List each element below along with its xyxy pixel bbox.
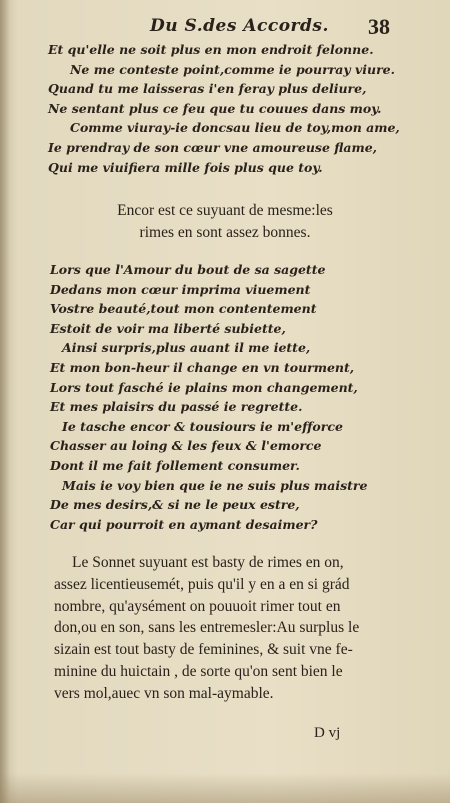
prose-line: don,ou en son, sans les entremesler:Au surplus le xyxy=(54,619,360,637)
gutter-shadow xyxy=(0,0,10,803)
verse-line: Car qui pourroit en aymant desaimer? xyxy=(50,516,318,532)
verse-line: Et qu'elle ne soit plus en mon endroit felonne. xyxy=(48,42,374,57)
prose-line: sizain est tout basty de feminines, & suit vne fe- xyxy=(54,641,353,659)
verse-line: Ie tasche encor & tousiours ie m'efforce xyxy=(62,418,343,434)
verse-line: Quand tu me laisseras i'en feray plus deliure, xyxy=(48,81,367,97)
verse-line: Comme viuray-ie doncsau lieu de toy,mon ame, xyxy=(70,120,400,136)
verse-line: Dedans mon cœur imprima viuement xyxy=(50,281,311,297)
prose-line: minine du huictain , de sorte qu'on sent bien le xyxy=(54,662,343,680)
verse-line: Et mes plaisirs du passé ie regrette. xyxy=(50,399,303,415)
section-heading-line: Encor est ce suyuant de mesme:les xyxy=(117,202,333,219)
verse-line: Mais ie voy bien que ie ne suis plus maistre xyxy=(62,477,368,493)
page-header xyxy=(0,14,450,42)
prose-paragraph xyxy=(54,552,394,705)
verse-line: Ainsi surpris,plus auant il me iette, xyxy=(62,340,311,356)
verse-line: Dont il me fait follement consumer. xyxy=(50,457,300,473)
prose-line: Le Sonnet suyuant est basty de rimes en on, xyxy=(72,554,344,571)
page-number: 38 xyxy=(368,14,390,39)
verse-line: Ie prendray de son cœur vne amoureuse flame, xyxy=(48,139,377,155)
verse-line: Chasser au loing & les feux & l'emorce xyxy=(50,438,322,454)
verse-line: De mes desirs,& si ne le peux estre, xyxy=(50,497,300,513)
page-wear xyxy=(0,773,450,803)
section-heading xyxy=(0,200,450,244)
prose-line: assez licentieusemét, puis qu'il y en a en si grád xyxy=(54,575,350,593)
verse-line: Lors que l'Amour du bout de sa sagette xyxy=(50,262,326,277)
section-heading-line: rimes en sont assez bonnes. xyxy=(139,224,311,241)
prose-line: vers mol,auec vn son mal-aymable. xyxy=(54,684,274,702)
prose-line: nombre, qu'aysément on pouuoit rimer tout en xyxy=(54,597,341,615)
verse-line: Qui me viuifiera mille fois plus que toy. xyxy=(48,159,323,175)
signature-mark: D vj xyxy=(314,725,341,741)
verse-line: Lors tout fasché ie plains mon changement, xyxy=(50,379,358,395)
verse-line: Ne me conteste point,comme ie pourray viure. xyxy=(70,61,395,77)
sonnet xyxy=(50,260,367,534)
verse-line: Vostre beauté,tout mon contentement xyxy=(50,301,317,317)
running-head: Du S.des Accords. xyxy=(150,16,329,36)
verse-line: Estoit de voir ma liberté subiette, xyxy=(50,320,286,336)
verse-line: Ne sentant plus ce feu que tu couues dans moy. xyxy=(48,100,382,116)
poem-continuation xyxy=(48,40,400,177)
verse-line: Et mon bon-heur il change en vn tourment, xyxy=(50,359,355,375)
